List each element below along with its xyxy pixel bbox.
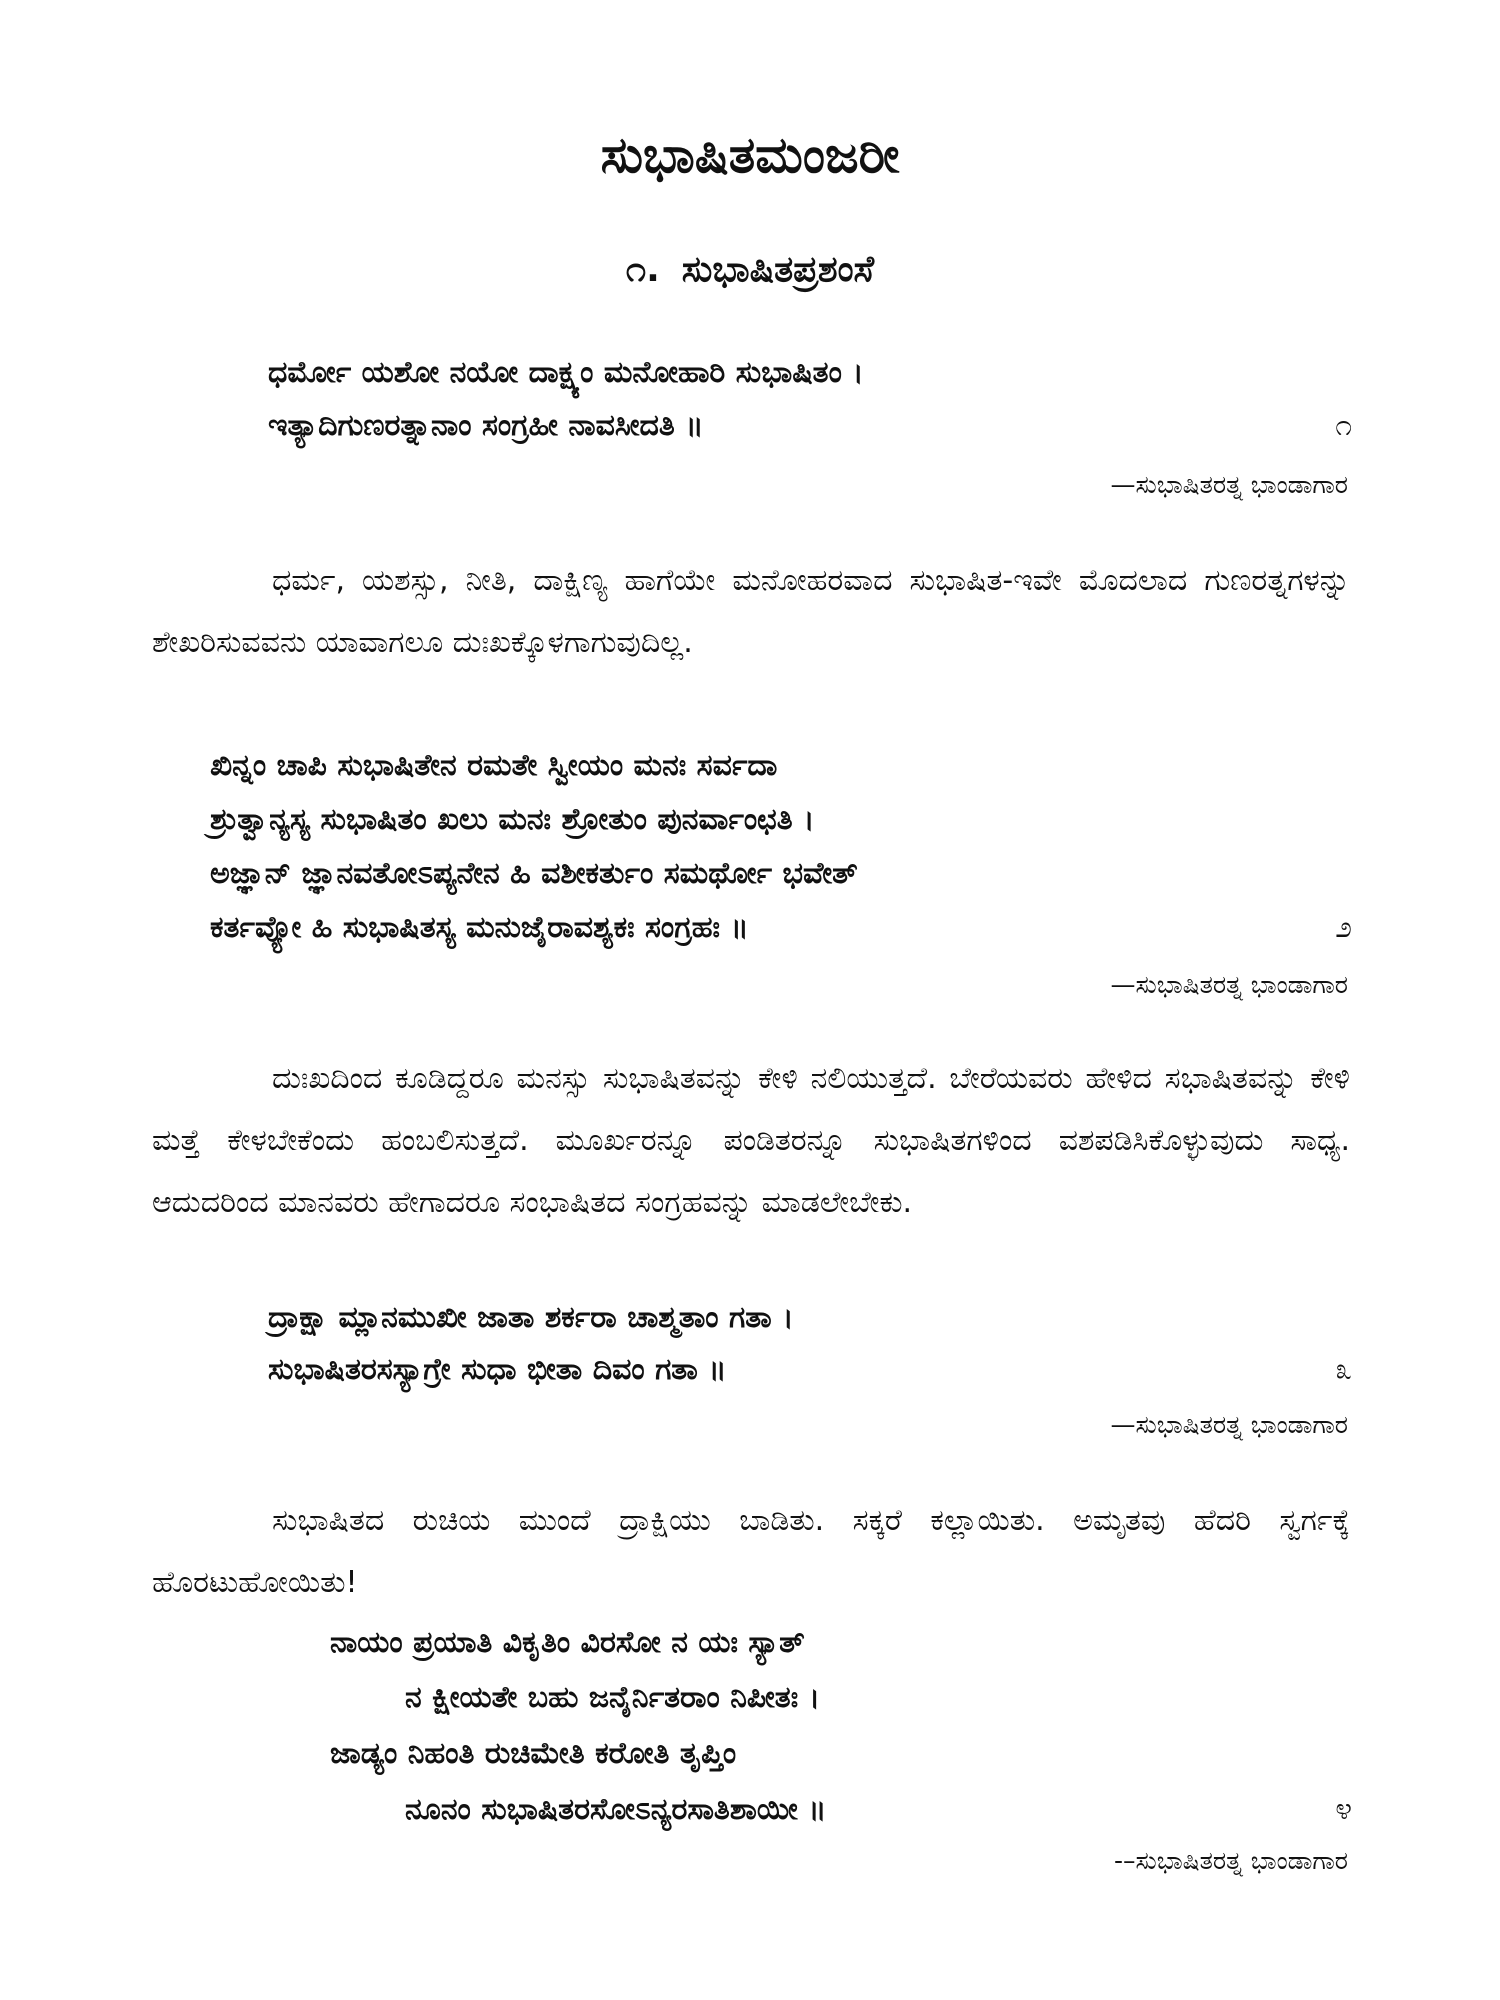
verse-4-line-2: ನ ಕ್ಷೀಯತೇ ಬಹು ಜನೈರ್ನಿತರಾಂ ನಿಪೀತಃ । — [405, 1680, 821, 1715]
verse-2-line-4: ಕರ್ತವ್ಯೋ ಹಿ ಸುಭಾಷಿತಸ್ಯ ಮನುಜೈರಾವಶ್ಯಕಃ ಸಂಗ್ರಹಃ ॥ — [210, 910, 749, 945]
verse-4-line-1: ನಾಯಂ ಪ್ರಯಾತಿ ವಿಕೃತಿಂ ವಿರಸೋ ನ ಯಃ ಸ್ಯಾತ್ — [330, 1625, 805, 1660]
verse-3-line-2: ಸುಭಾಷಿತರಸಸ್ಯಾಗ್ರೇ ಸುಧಾ ಭೀತಾ ದಿವಂ ಗತಾ ॥ — [268, 1352, 727, 1387]
verse-2-number: ೨ — [1335, 910, 1352, 945]
verse-4-line-4: ನೂನಂ ಸುಭಾಷಿತರಸೋಽನ್ಯರಸಾತಿಶಾಯೀ ॥ — [405, 1792, 827, 1827]
verse-2-line-1: ಖಿನ್ನಂ ಚಾಪಿ ಸುಭಾಷಿತೇನ ರಮತೇ ಸ್ವೀಯಂ ಮನಃ ಸರ್ವದಾ — [210, 748, 778, 783]
verse-1-source: —ಸುಭಾಷಿತರತ್ನ ಭಾಂಡಾಗಾರ — [1110, 470, 1348, 499]
verse-1-line-1: ಧರ್ಮೋ ಯಶೋ ನಯೋ ದಾಕ್ಷ್ಯಂ ಮನೋಹಾರಿ ಸುಭಾಷಿತಂ । — [268, 355, 864, 390]
verse-4-number: ೪ — [1335, 1792, 1352, 1827]
paragraph-3: ಸುಭಾಷಿತದ ರುಚಿಯ ಮುಂದೆ ದ್ರಾಕ್ಷಿಯು ಬಾಡಿತು. ಸಕ್ಕರೆ ಕಲ್ಲಾಯಿತು. ಅಮೃತವು ಹೆದರಿ ಸ್ವರ್ಗಕ್ಕೆ ಹೊರಟುಹೋಯಿತು! — [152, 1503, 1350, 1600]
verse-4-source: -–ಸುಭಾಷಿತರತ್ನ ಭಾಂಡಾಗಾರ — [1114, 1846, 1348, 1875]
verse-3-source: —ಸುಭಾಷಿತರತ್ನ ಭಾಂಡಾಗಾರ — [1110, 1410, 1348, 1439]
verse-3-number: ೩ — [1335, 1352, 1352, 1387]
page-title: ಸುಭಾಷಿತಮಂಜರೀ — [600, 126, 900, 184]
verse-2-line-3: ಅಜ್ಞಾನ್ ಜ್ಞಾನವತೋಽಪ್ಯನೇನ ಹಿ ವಶೀಕರ್ತುಂ ಸಮರ್ಥೋ ಭವೇತ್ — [210, 856, 858, 891]
paragraph-1: ಧರ್ಮ, ಯಶಸ್ಸು, ನೀತಿ, ದಾಕ್ಷಿಣ್ಯ ಹಾಗೆಯೇ ಮನೋಹರವಾದ ಸುಭಾಷಿತ-ಇವೇ ಮೊದಲಾದ ಗುಣರತ್ನಗಳನ್ನು ಶೇಖರಿಸುವವನು ಯಾವಾಗಲೂ ದುಃಖಕ್ಕೊಳಗಾಗುವುದಿಲ್ಲ. — [152, 563, 1350, 660]
section-number: ೧. — [625, 249, 660, 290]
verse-2-source: —ಸುಭಾಷಿತರತ್ನ ಭಾಂಡಾಗಾರ — [1110, 970, 1348, 999]
section-title: ಸುಭಾಷಿತಪ್ರಶಂಸೆ — [681, 249, 875, 290]
verse-2-line-2: ಶ್ರುತ್ವಾನ್ಯಸ್ಯ ಸುಭಾಷಿತಂ ಖಲು ಮನಃ ಶ್ರೋತುಂ ಪುನರ್ವಾಂಛತಿ । — [210, 802, 815, 837]
verse-1-line-2: ಇತ್ಯಾದಿಗುಣರತ್ನಾನಾಂ ಸಂಗ್ರಹೀ ನಾವಸೀದತಿ ॥ — [268, 408, 704, 443]
verse-1-number: ೧ — [1335, 408, 1352, 443]
verse-3-line-1: ದ್ರಾಕ್ಷಾ ಮ್ಲಾನಮುಖೀ ಜಾತಾ ಶರ್ಕರಾ ಚಾಶ್ಮತಾಂ ಗತಾ । — [268, 1300, 794, 1335]
verse-4-line-3: ಜಾಡ್ಯಂ ನಿಹಂತಿ ರುಚಿಮೇತಿ ಕರೋತಿ ತೃಪ್ತಿಂ — [330, 1736, 737, 1771]
paragraph-2: ದುಃಖದಿಂದ ಕೂಡಿದ್ದರೂ ಮನಸ್ಸು ಸುಭಾಷಿತವನ್ನು ಕೇಳಿ ನಲಿಯುತ್ತದೆ. ಬೇರೆಯವರು ಹೇಳಿದ ಸಭಾಷಿತವನ್ನು ಕೇಳಿ ಮತ್ತೆ ಕೇಳಬೇಕೆಂದು ಹಂಬಲಿಸುತ್ತದೆ. ಮೂರ್ಖರನ್ನೂ ಪಂಡಿತರನ್ನೂ ಸುಭಾಷಿತಗಳಿಂದ ವಶಪಡಿಸಿಕೊಳ್ಳುವುದು ಸಾಧ್ಯ. ಆದುದರಿಂದ ಮಾನವರು ಹೇಗಾದರೂ ಸಂಭಾಷಿತದ ಸಂಗ್ರಹವನ್ನು ಮಾಡಲೇಬೇಕು. — [152, 1061, 1350, 1220]
section-heading — [0, 248, 1500, 291]
